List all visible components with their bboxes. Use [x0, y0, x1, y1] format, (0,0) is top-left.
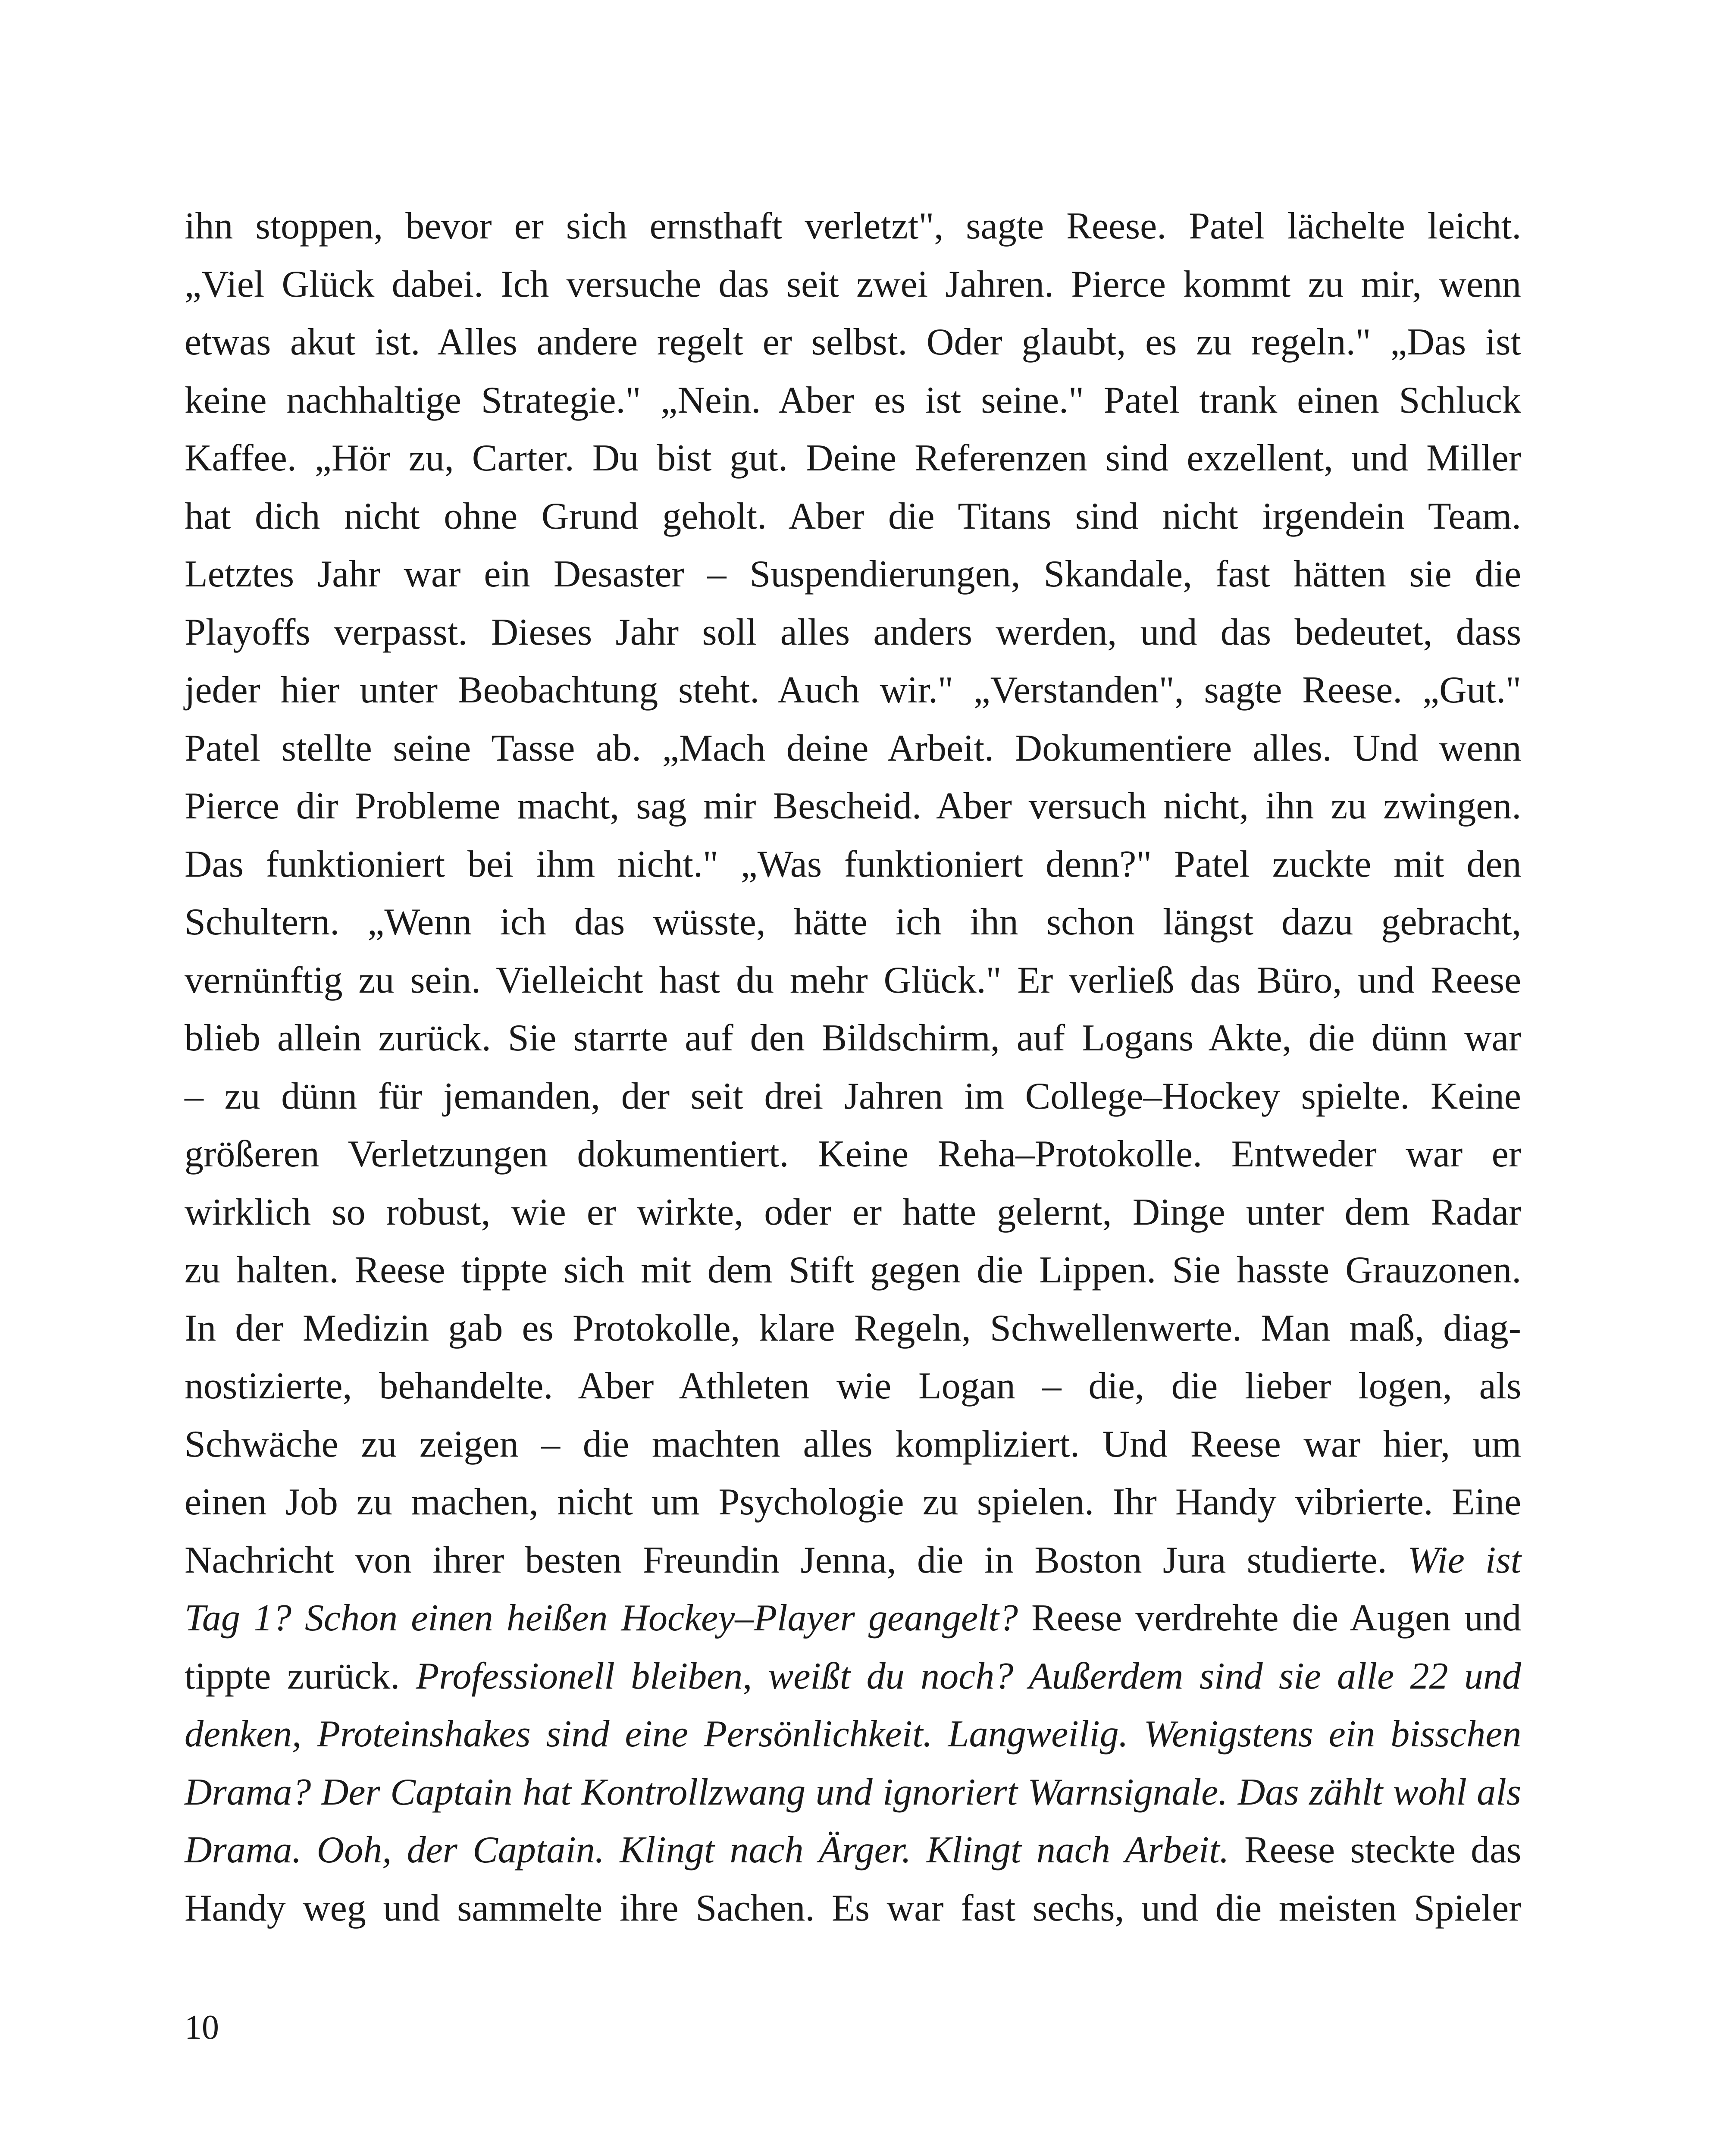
text-segment: vernünftig zu sein. Vielleicht hast du mehr Glück." Er verließ das Büro, und Reese	[185, 959, 1521, 1001]
text-segment: jeder hier unter Beobachtung steht. Auch wir." „Verstanden", sagte Reese. „Gut."	[185, 669, 1522, 711]
text-segment: In der Medizin gab es Protokolle, klare Regeln, Schwellenwerte. Man maß, diag-	[185, 1307, 1521, 1349]
text-segment: Letztes Jahr war ein Desaster – Suspendierungen, Skandale, fast hätten sie die	[185, 553, 1522, 595]
text-segment: wirklich so robust, wie er wirkte, oder er hatte gelernt, Dinge unter dem Radar	[185, 1191, 1522, 1233]
text-line	[185, 1705, 1521, 1764]
text-segment: Nachricht von ihrer besten Freundin Jenna, die in Boston Jura studierte.	[185, 1539, 1408, 1581]
text-line	[185, 1300, 1521, 1358]
text-line	[185, 1009, 1521, 1068]
text-line	[185, 1068, 1521, 1126]
italic-text-segment: Wie ist	[1407, 1539, 1522, 1581]
text-segment: Playoffs verpasst. Dieses Jahr soll alles anders werden, und das bedeutet, dass	[185, 611, 1522, 653]
text-line	[185, 1880, 1521, 1938]
text-segment: zu halten. Reese tippte sich mit dem Stift gegen die Lippen. Sie hasste Grauzonen.	[185, 1249, 1522, 1291]
text-line	[185, 893, 1521, 952]
text-line	[185, 661, 1521, 720]
text-line	[185, 429, 1521, 488]
text-line	[185, 720, 1521, 778]
text-segment: Kaffee. „Hör zu, Carter. Du bist gut. Deine Referenzen sind exzellent, und Miller	[185, 437, 1521, 479]
text-line	[185, 952, 1521, 1010]
italic-text-segment: denken, Proteinshakes sind eine Persönlichkeit. Langweilig. Wenigstens ein bisschen	[185, 1713, 1522, 1755]
text-line	[185, 1241, 1521, 1300]
text-segment: Reese verdrehte die Augen und	[1018, 1597, 1522, 1639]
text-line	[185, 372, 1521, 430]
text-segment: ihn stoppen, bevor er sich ernsthaft verletzt", sagte Reese. Patel lächelte leicht.	[185, 205, 1522, 247]
text-line	[185, 313, 1521, 372]
text-line	[185, 1648, 1521, 1706]
italic-text-segment: Drama? Der Captain hat Kontrollzwang und ignoriert Warnsignale. Das zählt wohl als	[185, 1771, 1521, 1813]
text-line	[185, 1764, 1521, 1822]
text-line	[185, 1589, 1521, 1648]
text-line	[185, 1184, 1521, 1242]
text-line	[185, 1532, 1521, 1590]
text-line	[185, 1473, 1521, 1532]
text-segment: Patel stellte seine Tasse ab. „Mach deine Arbeit. Dokumentiere alles. Und wenn	[185, 727, 1522, 769]
text-segment: Pierce dir Probleme macht, sag mir Bescheid. Aber versuch nicht, ihn zu zwingen.	[185, 785, 1522, 827]
text-segment: Reese steckte das	[1229, 1829, 1522, 1871]
text-line	[185, 1357, 1521, 1416]
text-segment: nostizierte, behandelte. Aber Athleten wie Logan – die, die lieber logen, als	[185, 1365, 1522, 1407]
text-segment: einen Job zu machen, nicht um Psychologie zu spielen. Ihr Handy vibrierte. Eine	[185, 1481, 1521, 1523]
text-segment: hat dich nicht ohne Grund geholt. Aber die Titans sind nicht irgendein Team.	[185, 495, 1521, 537]
text-line	[185, 488, 1521, 546]
text-line	[185, 1821, 1521, 1880]
text-segment: Das funktioniert bei ihm nicht." „Was funktioniert denn?" Patel zuckte mit den	[185, 843, 1522, 885]
italic-text-segment: Drama. Ooh, der Captain. Klingt nach Ärger. Klingt nach Arbeit.	[185, 1829, 1229, 1871]
text-segment: blieb allein zurück. Sie starrte auf den Bildschirm, auf Logans Akte, die dünn war	[185, 1017, 1521, 1059]
text-line	[185, 777, 1521, 836]
page-number: 10	[185, 2009, 219, 2046]
text-segment: etwas akut ist. Alles andere regelt er selbst. Oder glaubt, es zu regeln." „Das ist	[185, 321, 1521, 363]
text-segment: „Viel Glück dabei. Ich versuche das seit zwei Jahren. Pierce kommt zu mir, wenn	[185, 263, 1521, 305]
text-line	[185, 1416, 1521, 1474]
text-segment: Handy weg und sammelte ihre Sachen. Es war fast sechs, und die meisten Spieler	[185, 1887, 1522, 1929]
italic-text-segment: Tag 1? Schon einen heißen Hockey–Player geangelt?	[185, 1597, 1018, 1639]
text-segment: größeren Verletzungen dokumentiert. Keine Reha–Protokolle. Entweder war er	[185, 1133, 1521, 1175]
text-segment: keine nachhaltige Strategie." „Nein. Aber es ist seine." Patel trank einen Schluck	[185, 379, 1522, 421]
text-segment: Schultern. „Wenn ich das wüsste, hätte ich ihn schon längst dazu gebracht,	[185, 901, 1522, 943]
text-segment: Schwäche zu zeigen – die machten alles kompliziert. Und Reese war hier, um	[185, 1423, 1522, 1465]
text-line	[185, 604, 1521, 662]
text-line	[185, 256, 1521, 314]
text-line	[185, 545, 1521, 604]
italic-text-segment: Professionell bleiben, weißt du noch? Außerdem sind sie alle 22 und	[416, 1655, 1521, 1697]
text-line	[185, 836, 1521, 894]
text-line	[185, 197, 1521, 256]
text-segment: – zu dünn für jemanden, der seit drei Jahren im College–Hockey spielte. Keine	[185, 1075, 1521, 1117]
text-segment: tippte zurück.	[185, 1655, 416, 1697]
text-line	[185, 1125, 1521, 1184]
body-text	[185, 197, 1521, 1937]
